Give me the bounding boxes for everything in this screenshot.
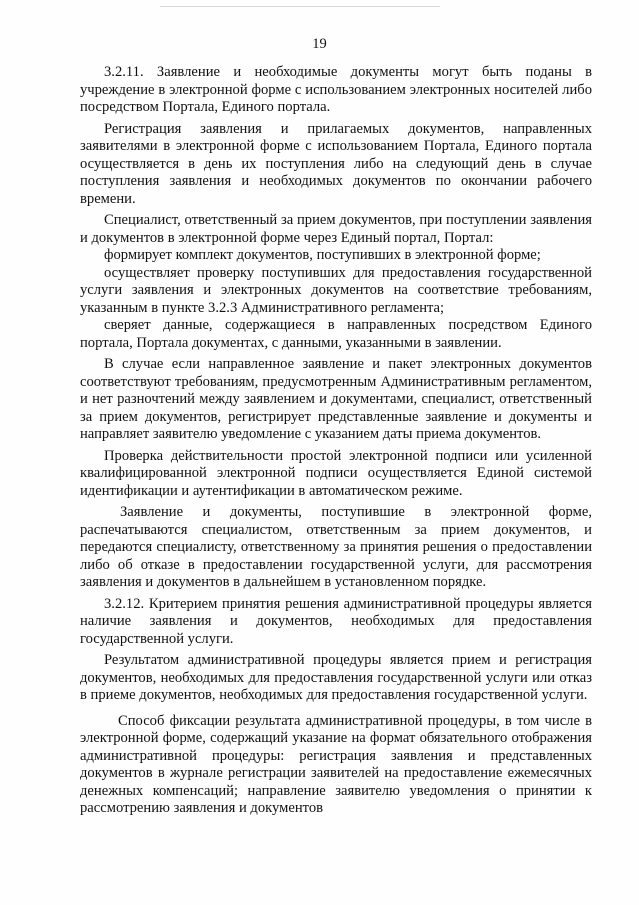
paragraph-printing: Заявление и документы, поступившие в электронной форме, распечатываются специалистом, ответственным за прием документов, и передаются специалисту, ответственному за принятия решения о предоставлении либо об отказе в предоставлении государственной услуги, для рассмотрения заявления и документов в дальнейшем в установленном порядке. xyxy=(80,504,592,590)
scan-edge-line xyxy=(160,6,440,7)
paragraph-result: Результатом административной процедуры является прием и регистрация документов, необходимых для предоставления государственной услуги или отказ в приеме документов, необходимых для предоставления государственной услуги. xyxy=(80,652,592,703)
paragraph-checks: осуществляет проверку поступивших для предоставления государственной услуги заявления и электронных документов на соответствие требованиям, указанным в пункте 3.2.3 Административного регламента; xyxy=(80,264,592,316)
paragraph-3-2-12: 3.2.12. Критерием принятия решения административной процедуры является наличие заявления и документов, необходимых для предоставления государственной услуги. xyxy=(80,595,592,647)
paragraph-forms-set: формирует комплект документов, поступивших в электронной форме; xyxy=(104,247,541,263)
paragraph-signature-check: Проверка действительности простой электронной подписи или усиленной квалифицированной электронной подписи осуществляется Единой системой идентификации и аутентификации в автоматическом режиме. xyxy=(80,447,592,499)
document-body xyxy=(80,64,592,818)
paragraph-reconciles: сверяет данные, содержащиеся в направленных посредством Единого портала, Портала документах, с данными, указанными в заявлении. xyxy=(80,317,592,351)
page-number: 19 xyxy=(312,36,327,52)
paragraph-fixation-method: Способ фиксации результата административной процедуры, в том числе в электронной форме, содержащий указание на формат обязательного отображения административной процедуры: регистрация заявления и представленных документов в журнале регистрации заявителей на предоставление ежемесячных денежных компенсаций; направление заявителю уведомления о принятии к рассмотрению заявления и документов xyxy=(80,712,592,816)
paragraph-if-conforms: В случае если направленное заявление и пакет электронных документов соответствуют требованиям, предусмотренным Административным регламентом, и нет разночтений между заявлением и документами, специалист, ответственный за прием документов, регистрирует представленные заявление и документы и направляет заявителю уведомление с указанием даты приема документов. xyxy=(80,356,592,442)
paragraph-3-2-11: 3.2.11. Заявление и необходимые документы могут быть поданы в учреждение в электронной форме с использованием электронных носителей либо посредством Портала, Единого портала. xyxy=(80,64,592,115)
paragraph-registration: Регистрация заявления и прилагаемых документов, направленных заявителями в электронной форме с использованием Портала, Единого портала осуществляется в день их поступления либо на следующий день в случае поступления заявления и необходимых документов по окончании рабочего времени. xyxy=(80,120,592,207)
paragraph-specialist: Специалист, ответственный за прием документов, при поступлении заявления и документов в электронной форме через Единый портал, Портал: xyxy=(80,212,592,246)
